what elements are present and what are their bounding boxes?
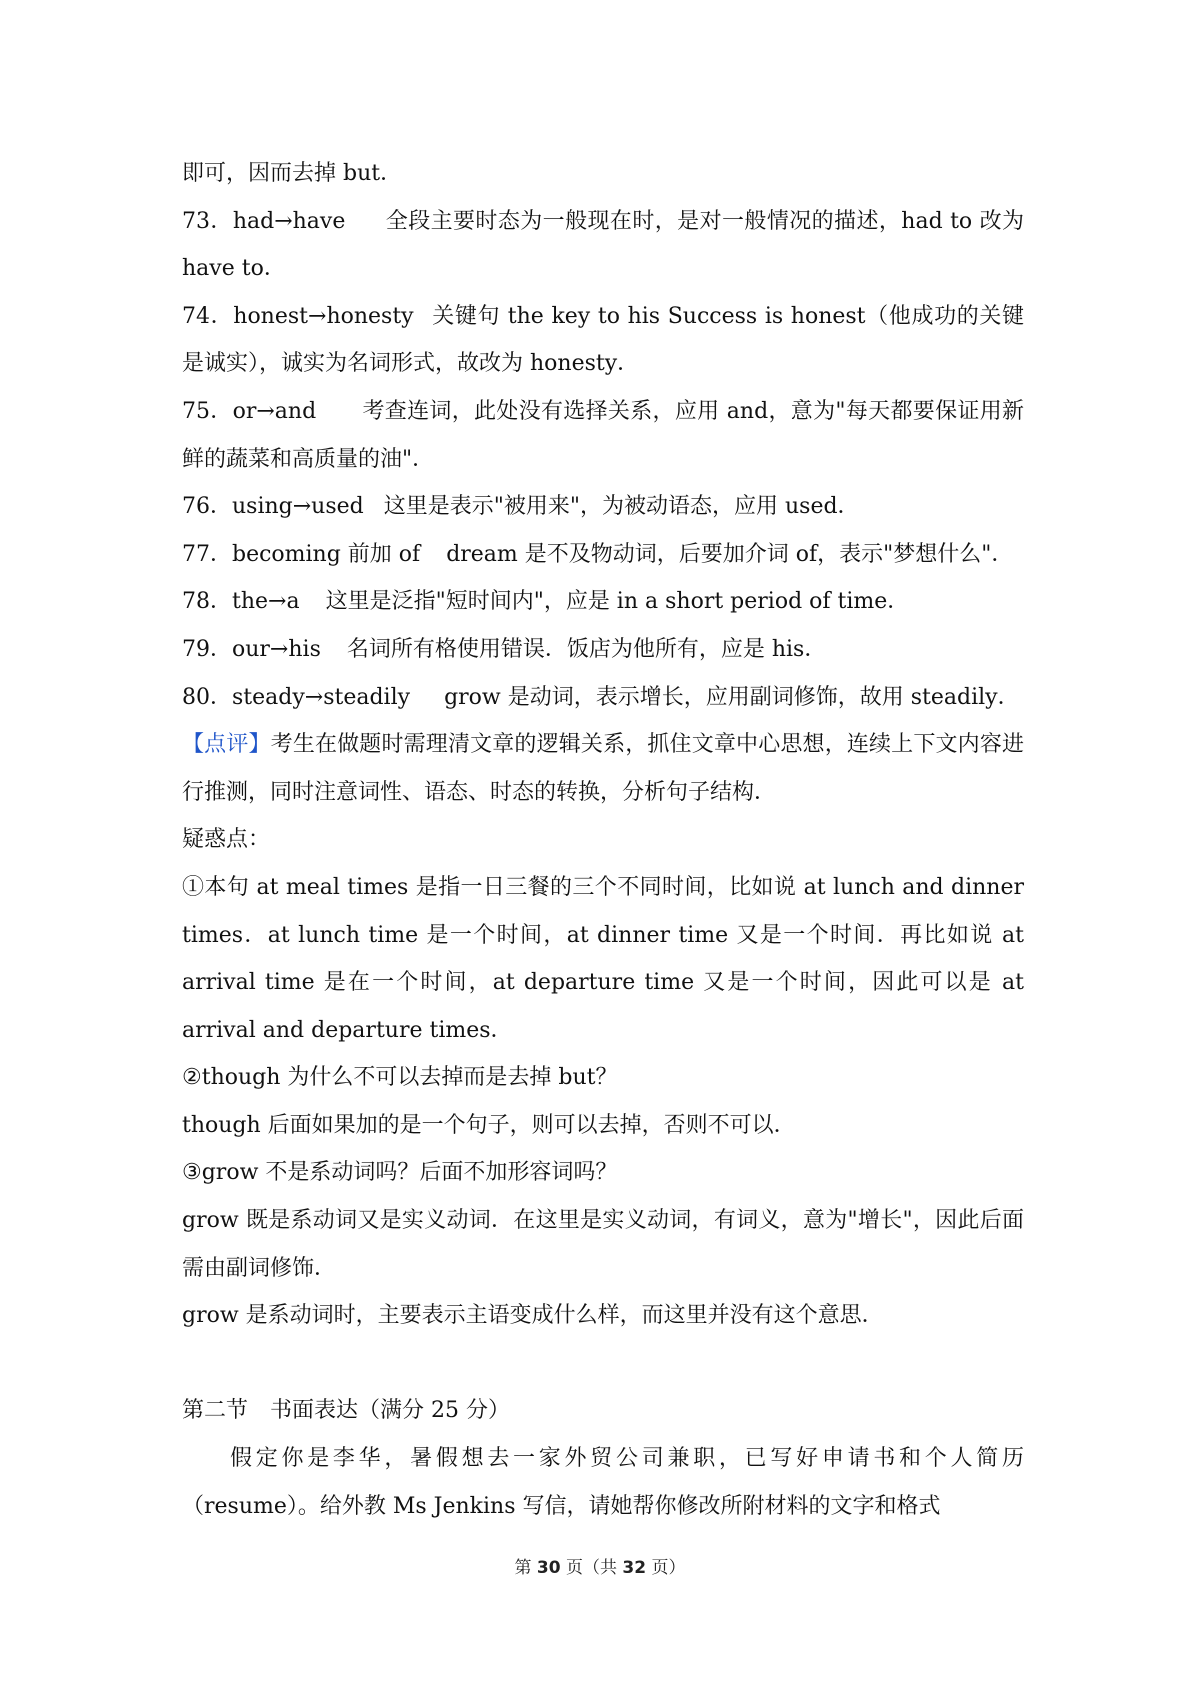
answer-78 bbox=[182, 578, 1024, 626]
answer-explanation: grow 是动词，表示增长，应用副词修饰，故用 steadily． bbox=[444, 684, 1020, 710]
doubt-1 bbox=[182, 864, 1024, 1054]
doubt-3-answer-2-text: grow 是系动词时，主要表示主语变成什么样，而这里并没有这个意思． bbox=[182, 1303, 884, 1329]
doubt-2-answer bbox=[182, 1102, 1024, 1150]
review-paragraph bbox=[182, 721, 1024, 816]
answer-77 bbox=[182, 531, 1024, 579]
footer-suffix: 页） bbox=[646, 1558, 686, 1578]
answer-80 bbox=[182, 674, 1024, 722]
doubt-3-answer-2 bbox=[182, 1292, 1024, 1340]
answer-number: 75．or→and bbox=[182, 398, 317, 424]
section-2-heading bbox=[182, 1387, 1024, 1435]
doubt-3-answer-1-text: grow 既是系动词又是实义动词．在这里是实义动词，有词义，意为"增长"，因此后面需由副词修饰． bbox=[182, 1208, 1024, 1281]
doubts-title-text: 疑惑点： bbox=[182, 827, 271, 853]
page-content bbox=[182, 150, 1024, 1530]
page-footer bbox=[0, 1553, 1200, 1578]
current-page-number: 30 bbox=[536, 1558, 561, 1578]
answer-number: 76．using→used bbox=[182, 494, 364, 520]
doubt-2-question-text: ②though 为什么不可以去掉而是去掉 but？ bbox=[182, 1065, 618, 1091]
answer-74 bbox=[182, 293, 1024, 388]
answer-explanation: dream 是不及物动词，后要加介词 of，表示"梦想什么"． bbox=[446, 541, 1014, 567]
footer-middle: 页（共 bbox=[560, 1558, 623, 1578]
answer-79 bbox=[182, 626, 1024, 674]
answer-number: 74．honest→honesty bbox=[182, 303, 414, 329]
answer-explanation: 这里是表示"被用来"，为被动语态，应用 used． bbox=[383, 494, 860, 520]
text-line bbox=[182, 150, 1024, 198]
answer-number: 73．had→have bbox=[182, 208, 346, 234]
doubt-3-question-text: ③grow 不是系动词吗？后面不加形容词吗？ bbox=[182, 1160, 618, 1186]
doubt-1-text: ①本句 at meal times 是指一日三餐的三个不同时间，比如说 at lunch and dinner times．at lunch time 是一个时间，at dinner time 又是一个时间．再比如说 at arrival time 是在一个时间，at departure time 又是一个时间，因此可以是 at arrival and departure times． bbox=[182, 874, 1024, 1043]
review-tag: 【点评】 bbox=[182, 732, 271, 758]
doubt-3-question bbox=[182, 1149, 1024, 1197]
doubt-2-question bbox=[182, 1054, 1024, 1102]
answer-75 bbox=[182, 388, 1024, 483]
total-page-number: 32 bbox=[622, 1558, 647, 1578]
review-text: 考生在做题时需理清文章的逻辑关系，抓住文章中心思想，连续上下文内容进行推测，同时注意词性、语态、时态的转换，分析句子结构． bbox=[182, 732, 1024, 805]
answer-explanation: 全段主要时态为一般现在时，是对一般情况的描述，had to 改为 have to． bbox=[182, 208, 1024, 282]
doubt-2-answer-text: though 后面如果加的是一个句子，则可以去掉，否则不可以． bbox=[182, 1112, 796, 1138]
answer-number: 77．becoming 前加 of bbox=[182, 541, 421, 567]
answer-explanation: 考查连词，此处没有选择关系，应用 and，意为"每天都要保证用新鲜的蔬菜和高质量的油"． bbox=[182, 398, 1025, 472]
section-2-title: 第二节 书面表达（满分 25 分） bbox=[182, 1398, 510, 1424]
doubt-3-answer-1 bbox=[182, 1197, 1024, 1292]
answer-number: 79．our→his bbox=[182, 636, 321, 662]
answer-73 bbox=[182, 198, 1024, 293]
writing-prompt bbox=[182, 1435, 1024, 1530]
writing-prompt-text: 假定你是李华，暑假想去一家外贸公司兼职，已写好申请书和个人简历（resume）。给外教 Ms Jenkins 写信，请她帮你修改所附材料的文字和格式 bbox=[182, 1446, 1024, 1519]
blank-line bbox=[182, 1340, 1024, 1388]
answer-76 bbox=[182, 483, 1024, 531]
footer-prefix: 第 bbox=[514, 1558, 537, 1578]
answer-explanation: 这里是泛指"短时间内"，应是 in a short period of time． bbox=[325, 589, 910, 615]
answer-number: 80．steady→steadily bbox=[182, 684, 411, 710]
answer-explanation: 名词所有格使用错误．饭店为他所有，应是 his． bbox=[346, 636, 827, 662]
answer-explanation: 关键句 the key to his Success is honest（他成功的关键是诚实），诚实为名词形式，故改为 honesty． bbox=[182, 303, 1024, 377]
text-line-content: 即可，因而去掉 but． bbox=[182, 161, 403, 186]
answer-number: 78．the→a bbox=[182, 589, 300, 615]
doubts-title bbox=[182, 816, 1024, 864]
